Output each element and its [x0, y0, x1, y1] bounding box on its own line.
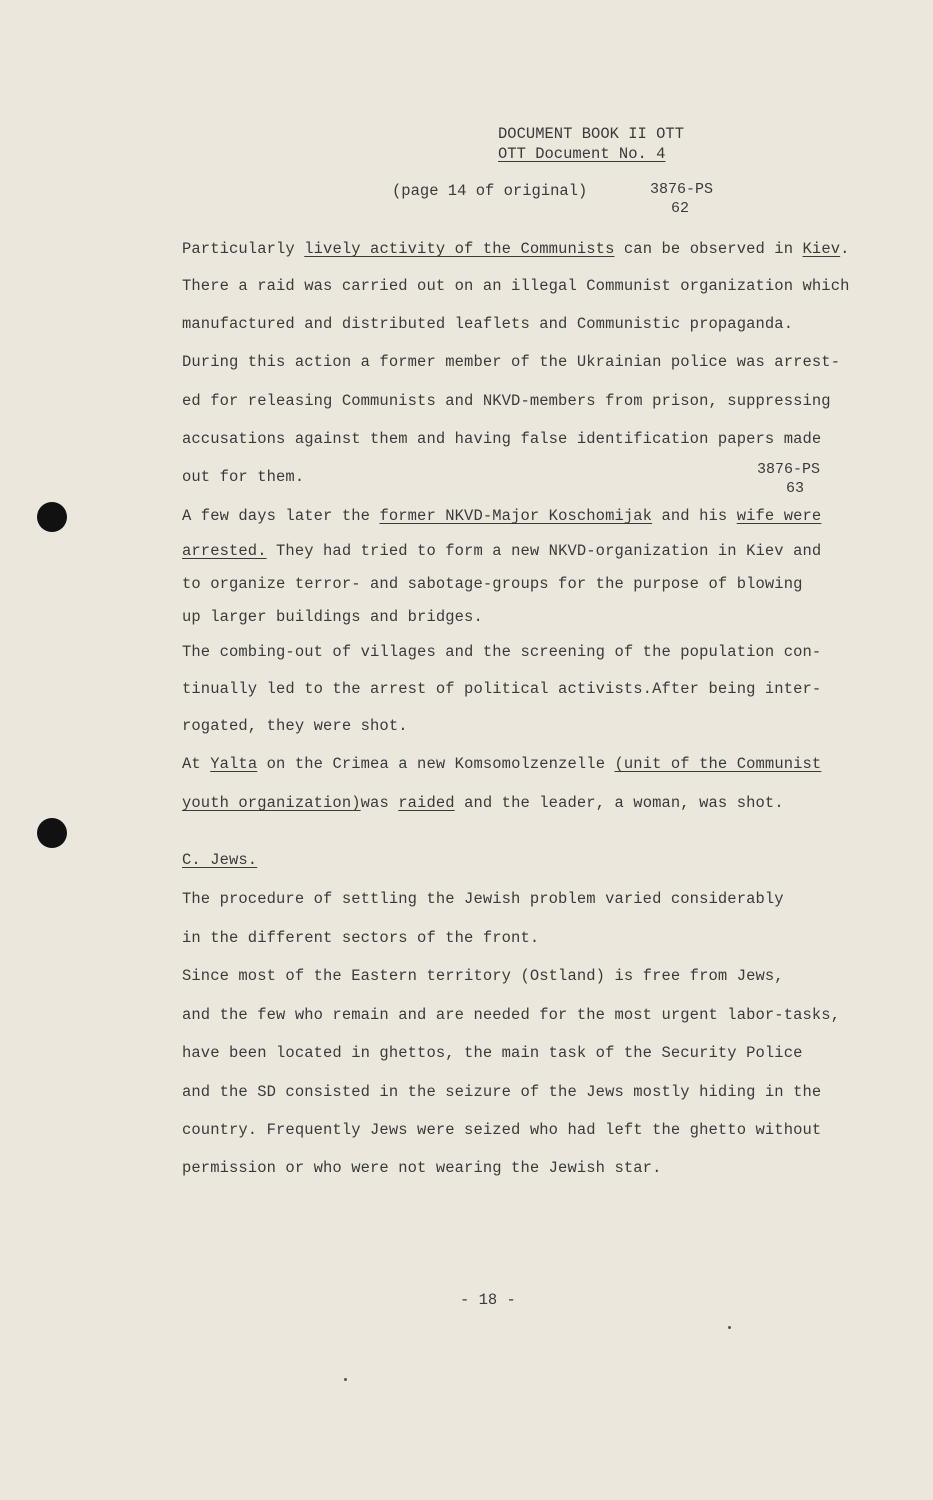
side-reference-page-number: 63 [786, 480, 805, 497]
side-document-reference: 3876-PS [757, 461, 821, 478]
text-line: tinually led to the arrest of political activists.After being inter- [182, 680, 822, 698]
punch-hole-top [37, 502, 67, 532]
text-line: A few days later the former NKVD-Major Koschomijak and his wife were [182, 507, 822, 525]
ott-document-number: OTT Document No. 4 [498, 145, 666, 163]
text-line: up larger buildings and bridges. [182, 608, 483, 626]
text-line: ed for releasing Communists and NKVD-members from prison, suppressing [182, 392, 831, 410]
text-line: The procedure of settling the Jewish problem varied considerably [182, 890, 784, 908]
section-heading: C. Jews. [182, 851, 258, 869]
text-line: out for them. [182, 468, 305, 486]
text-line: and the SD consisted in the seizure of the Jews mostly hiding in the [182, 1083, 822, 1101]
text-line: have been located in ghettos, the main task of the Security Police [182, 1044, 803, 1062]
page-number: - 18 - [460, 1291, 516, 1309]
paper-speck [344, 1378, 347, 1381]
text-line: in the different sectors of the front. [182, 929, 540, 947]
document-book-heading: DOCUMENT BOOK II OTT [498, 125, 685, 143]
text-line: There a raid was carried out on an illegal Communist organization which [182, 277, 850, 295]
text-line: permission or who were not wearing the Jewish star. [182, 1159, 662, 1177]
text-line: youth organization)was raided and the leader, a woman, was shot. [182, 794, 784, 812]
text-line: manufactured and distributed leaflets and Communistic propaganda. [182, 315, 794, 333]
text-line: country. Frequently Jews were seized who had left the ghetto without [182, 1121, 822, 1139]
text-line: During this action a former member of the Ukrainian police was arrest- [182, 353, 841, 371]
text-line: The combing-out of villages and the screening of the population con- [182, 643, 822, 661]
document-reference: 3876-PS [650, 181, 714, 198]
text-line: arrested. They had tried to form a new NKVD-organization in Kiev and [182, 542, 822, 560]
text-line: At Yalta on the Crimea a new Komsomolzenzelle (unit of the Communist [182, 755, 822, 773]
text-line: Since most of the Eastern territory (Ostland) is free from Jews, [182, 967, 784, 985]
reference-page-number: 62 [671, 200, 690, 217]
text-line: rogated, they were shot. [182, 717, 408, 735]
text-line: Particularly lively activity of the Communists can be observed in Kiev. [182, 240, 850, 258]
text-line: to organize terror- and sabotage-groups for the purpose of blowing [182, 575, 803, 593]
text-line: accusations against them and having false identification papers made [182, 430, 822, 448]
text-line: and the few who remain and are needed for the most urgent labor-tasks, [182, 1006, 841, 1024]
punch-hole-bottom [37, 818, 67, 848]
paper-speck [728, 1326, 731, 1329]
page-of-original: (page 14 of original) [392, 182, 588, 200]
